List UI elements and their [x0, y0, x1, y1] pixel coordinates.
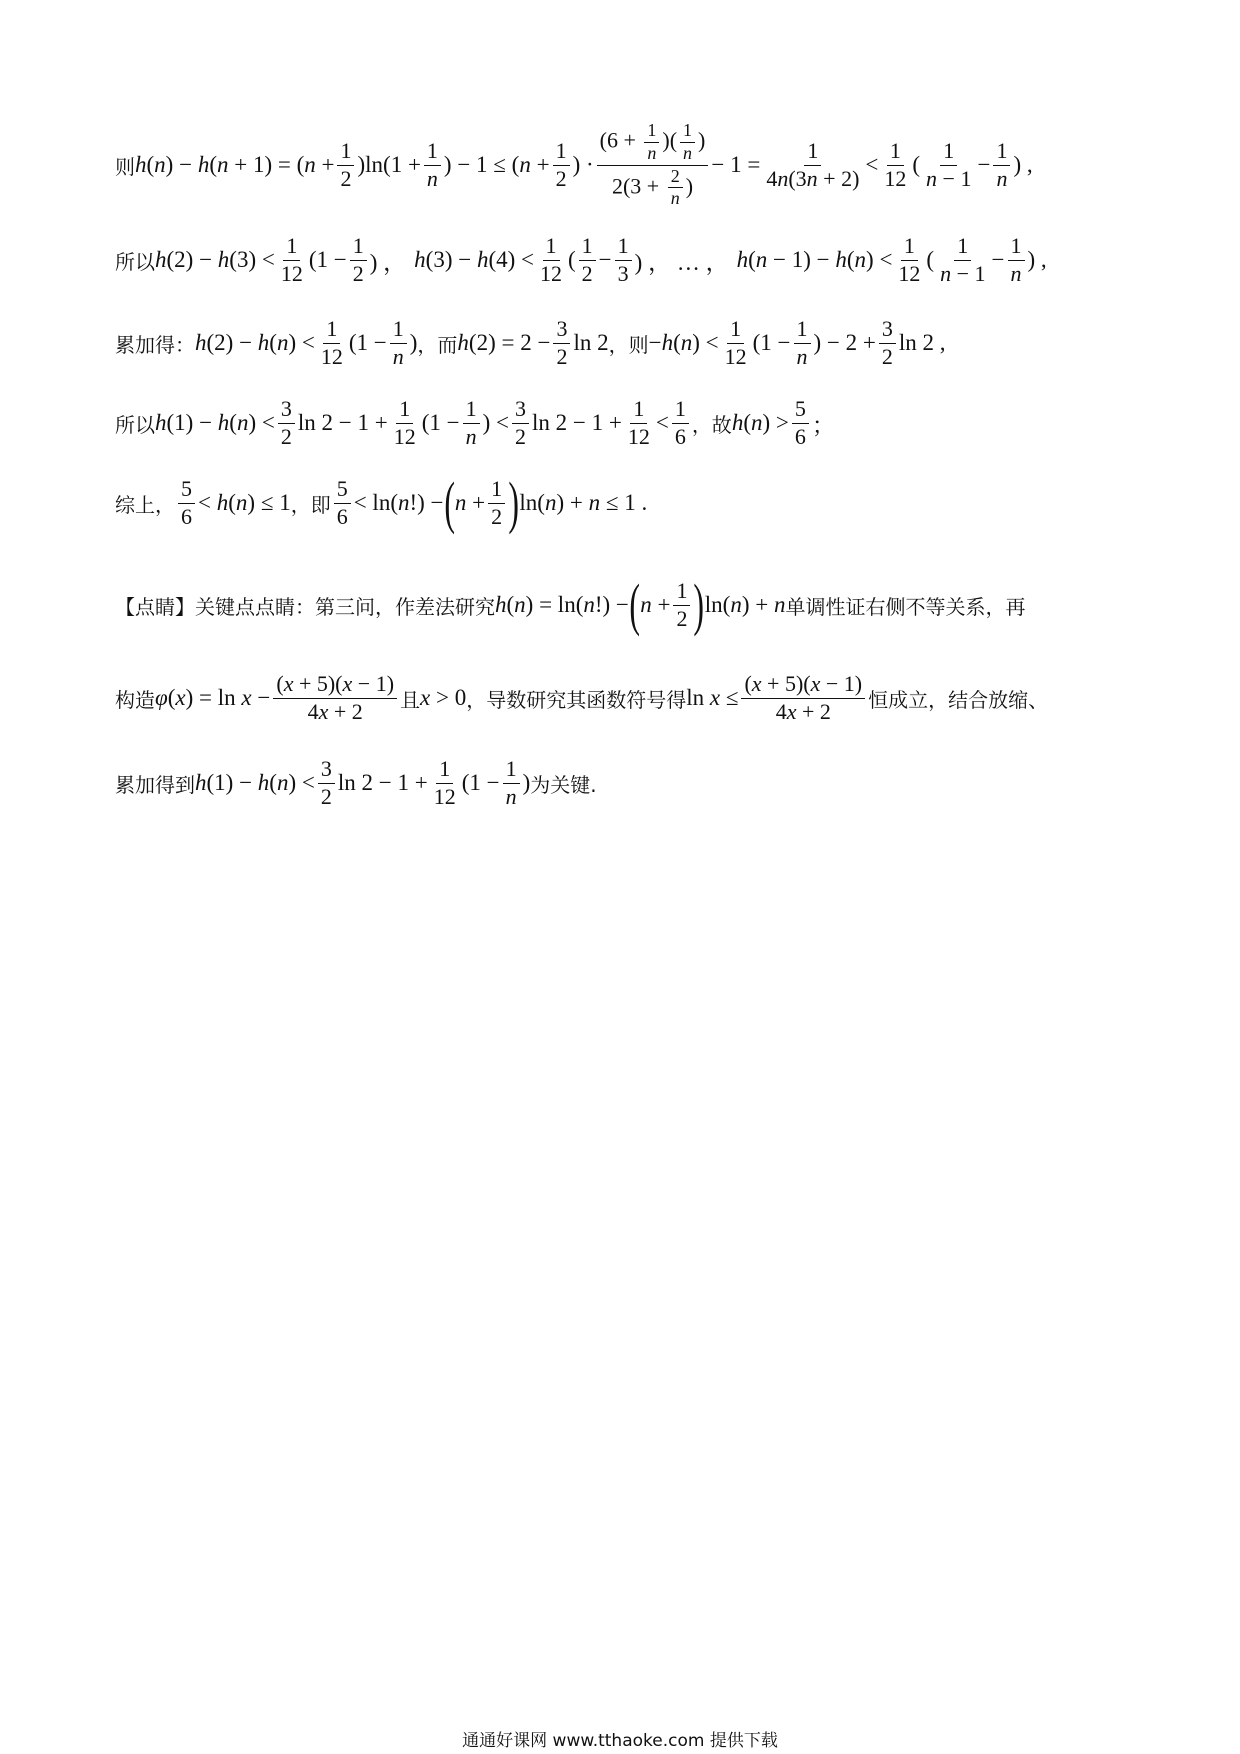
text-connector: ，而 [417, 332, 458, 357]
text-connector: ，则 [608, 332, 649, 357]
text-prefix: 累加得： [115, 332, 195, 357]
text-prefix: 综上， [115, 492, 175, 517]
footer-source: 通通好课网 www.tthaoke.com 提供下载 [462, 1731, 778, 1751]
remark-text: 关键点点睛：第三问，作差法研究 [195, 594, 495, 619]
remark-text: 构造 [115, 687, 155, 712]
equation-line-2: 所以 h(2) − h(3) < $\frac{1}{12}$ (1 − $\frac{1}{2}$ ) ， h(3) − h(4) < $\frac{1}{12}$ ( $\frac{1}{2}$ − $\frac{1}{3}$ ) ， … ， h(n − 1) − h(n) < $\frac{1}{12}$ ( $\frac{1}{n - 1}$ − $\frac{1}{n}$ ) , [115, 233, 1047, 286]
remark-line-1: 【点睛】 关键点点睛：第三问，作差法研究 h(n) = ln(n!) − ( n + $\frac{1}{2}$ ) ln(n) + n 单调性证右侧不等关系，再 [115, 572, 1026, 637]
remark-line-3: 累加得到 h(1) − h(n) < $\frac{3}{2}$ ln 2 − 1 + $\frac{1}{12}$ (1 − $\frac{1}{n}$ ) 为关键. [115, 756, 597, 809]
text-prefix: 则 [115, 154, 135, 179]
remark-line-2: 构造 φ(x) = ln x − $\frac{(x + 5)(x - 1)}{4x + 2}$ 且 x > 0 ，导数研究其函数符号得 ln x ≤ $\frac{(x + 5)(x - 1)}{4x + 2}$ 恒成立，结合放缩、 [115, 671, 1049, 724]
text-prefix: 所以 [115, 412, 155, 437]
equation-line-1: 则 h(n) − h(n + 1) = (n + $\frac{1}{2}$ )ln(1 + $\frac{1}{n}$ ) − 1 ≤ (n + $\frac{1}{2}$ ) · (6 + $\frac{1}{n}$ )( $\frac{1}{n}$ ) 2(3 + $\frac{2}{n}$ ) − 1 = $\frac{1}{4n(3n + 2)}$ < $\frac{1}{12}$ ( $\frac{1}{n - 1}$ − $\frac{1}{n}$ ) , [115, 119, 1033, 209]
remark-text: 为关键. [530, 772, 597, 797]
equation-line-5: 综上， $\frac{5}{6}$ < h(n) ≤ 1 ，即 $\frac{5}{6}$ < ln(n!) − ( n + $\frac{1}{2}$ ) ln(n) + n ≤ 1 . [115, 470, 648, 535]
equation-line-3: 累加得： h(2) − h(n) < $\frac{1}{12}$ (1 − $\frac{1}{n}$ ) ，而 h(2) = 2 − $\frac{3}{2}$ ln 2 ，则 −h(n) < $\frac{1}{12}$ (1 − $\frac{1}{n}$ ) − 2 + $\frac{3}{2}$ ln 2 , [115, 316, 946, 369]
remark-text: 单调性证右侧不等关系，再 [785, 594, 1026, 619]
equation-line-4: 所以 h(1) − h(n) < $\frac{3}{2}$ ln 2 − 1 + $\frac{1}{12}$ (1 − $\frac{1}{n}$ ) < $\frac{3}{2}$ ln 2 − 1 + $\frac{1}{12}$ < $\frac{1}{6}$ ，故 h(n) > $\frac{5}{6}$ ； [115, 396, 835, 449]
text-connector: ，故 [691, 412, 732, 437]
remark-text: 恒成立，结合放缩、 [868, 687, 1049, 712]
text-connector: ，即 [290, 492, 331, 517]
remark-tag: 【点睛】 [115, 594, 195, 619]
text-prefix: 所以 [115, 249, 155, 274]
remark-text: 累加得到 [115, 772, 195, 797]
remark-text: ，导数研究其函数符号得 [466, 687, 687, 712]
remark-text: 且 [400, 687, 421, 712]
